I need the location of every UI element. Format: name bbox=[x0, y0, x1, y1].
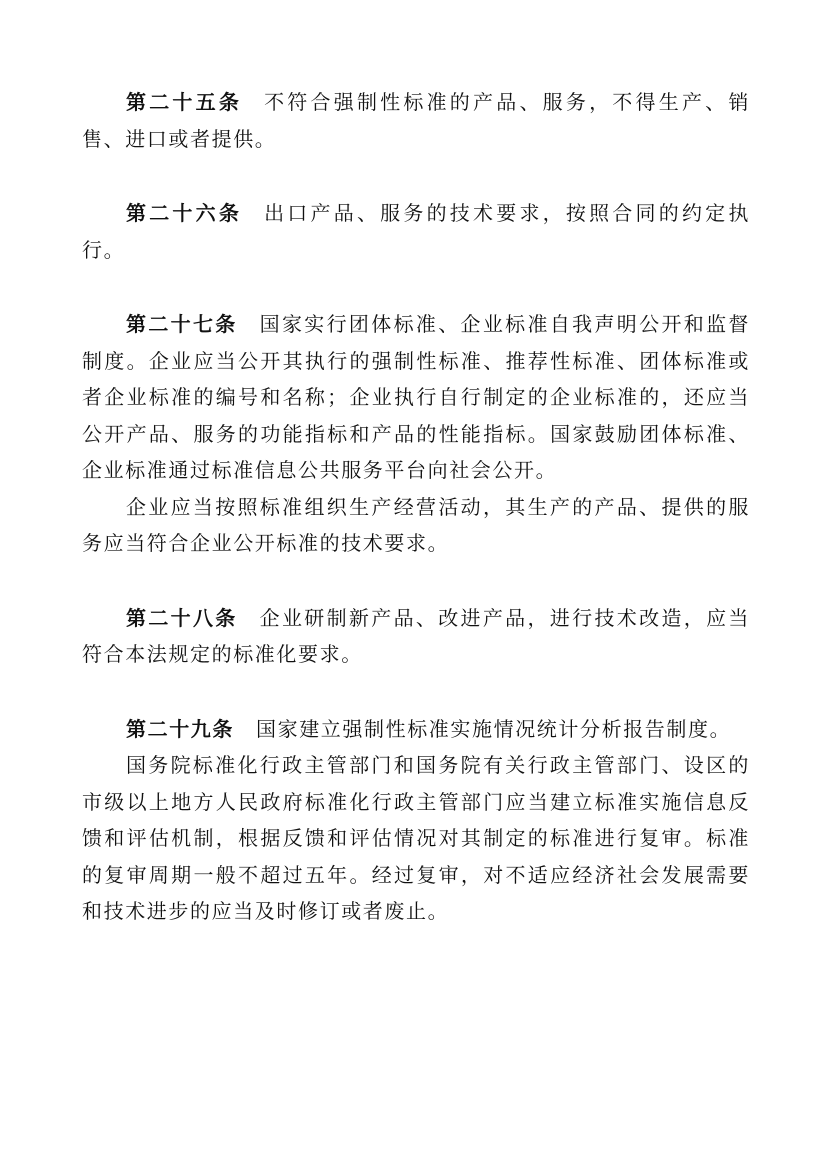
article-number: 第二十五条 bbox=[126, 90, 243, 114]
article-text: 企业研制新产品、改进产品，进行技术改造，应当符合本法规定的标准化要求。 bbox=[82, 605, 751, 666]
article-number: 第二十九条 bbox=[126, 716, 234, 741]
article-number: 第二十六条 bbox=[126, 201, 243, 225]
article-29 bbox=[82, 711, 750, 930]
article-paragraph bbox=[82, 195, 750, 268]
article-27 bbox=[82, 306, 750, 562]
article-paragraph bbox=[82, 600, 750, 673]
document-page bbox=[82, 84, 750, 968]
article-paragraph bbox=[82, 306, 750, 489]
article-text: 出口产品、服务的技术要求，按照合同的约定执行。 bbox=[82, 201, 750, 262]
article-text: 国家实行团体标准、企业标准自我声明公开和监督制度。企业应当公开其执行的强制性标准、推荐性标准、团体标准或者企业标准的编号和名称；企业执行自行制定的企业标准的，还应当公开产品、服务的功能指标和产品的性能指标。国家鼓励团体标准、企业标准通过标准信息公共服务平台向社会公开。 bbox=[82, 312, 751, 482]
article-paragraph: 国务院标准化行政主管部门和国务院有关行政主管部门、设区的市级以上地方人民政府标准化行政主管部门应当建立标准实施信息反馈和评估机制，根据反馈和评估情况对其制定的标准进行复审。标准的复审周期一般不超过五年。经过复审，对不适应经济社会发展需要和技术进步的应当及时修订或者废止。 bbox=[82, 753, 750, 923]
article-26 bbox=[82, 195, 750, 268]
article-paragraph bbox=[82, 711, 750, 748]
article-28 bbox=[82, 600, 750, 673]
article-25 bbox=[82, 84, 750, 157]
article-text: 不符合强制性标准的产品、服务，不得生产、销售、进口或者提供。 bbox=[82, 90, 750, 151]
article-number: 第二十八条 bbox=[126, 605, 238, 630]
article-number: 第二十七条 bbox=[126, 312, 238, 336]
article-text: 国家建立强制性标准实施情况统计分析报告制度。 bbox=[256, 716, 732, 741]
article-paragraph bbox=[82, 84, 750, 157]
article-paragraph: 企业应当按照标准组织生产经营活动，其生产的产品、提供的服务应当符合企业公开标准的技术要求。 bbox=[82, 494, 750, 555]
